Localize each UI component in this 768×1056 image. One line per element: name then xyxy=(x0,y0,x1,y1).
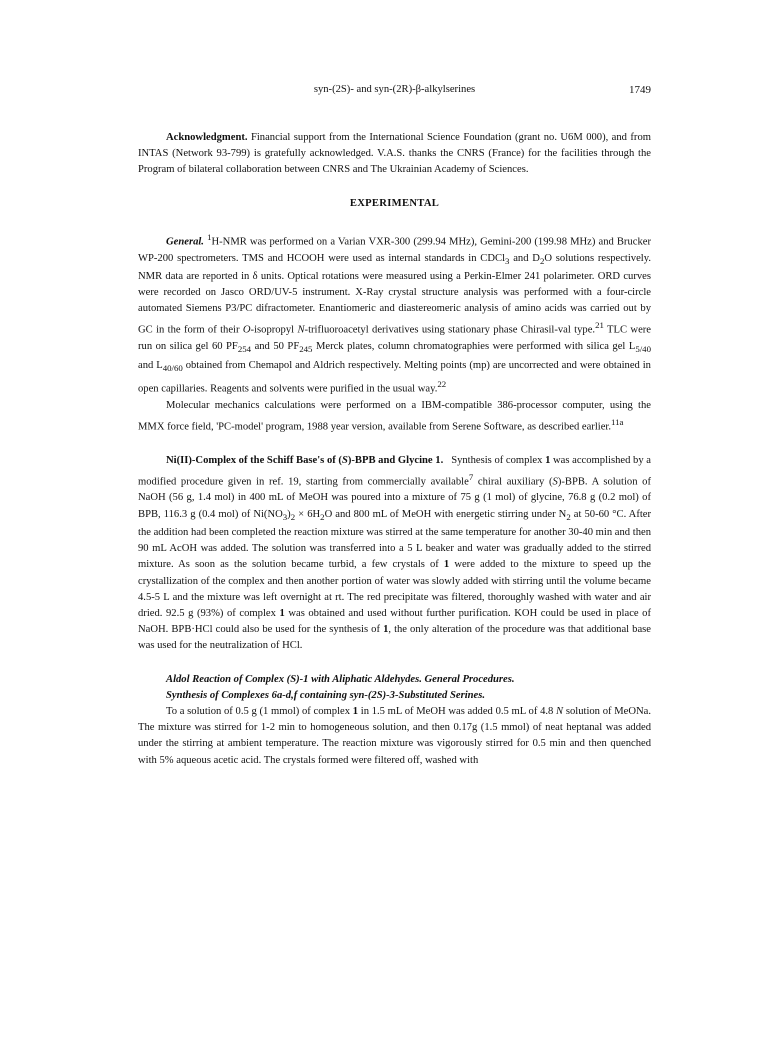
general-italic-n: N xyxy=(297,325,305,336)
general-text-8: Merck plates, column chromatographies were performed with silica gel L xyxy=(312,341,636,353)
general-sup-1: 1 xyxy=(207,231,212,242)
general-text-7: and 50 PF xyxy=(251,341,300,353)
ni-text-6: × 6H xyxy=(295,508,321,520)
ni-text-5: ) xyxy=(287,508,291,520)
general-text-2: and D xyxy=(509,252,540,264)
general-paragraph xyxy=(138,229,651,398)
general-sub-540: 5/40 xyxy=(635,344,652,355)
ni-compound-1d: 1 xyxy=(383,624,389,636)
ni-text-10: was obtained and used without further purification. KOH could be used in place of NaOH. BPB·HCl could also be used for the synthesis of xyxy=(138,607,652,636)
ni-label-a: Ni(II)-Complex of the Schiff Base's of ( xyxy=(166,454,342,466)
aldol-heading-2: Synthesis of Complexes 6a-d,f containing syn-(2S)-3-Substituted Serines. xyxy=(166,689,486,701)
ni-text-9: were added to the mixture to speed up the crystallization of the complex and then another portion of water was slowly added with stirring until the volume became 4.5-5 L and the mixture was left overnight at rt. The red precipitate was filtered, thoroughly washed with water and air dried. 92.5 g (93%) of complex xyxy=(138,559,651,619)
ni-text-7: O and 800 mL of MeOH with energetic stirring under N xyxy=(324,508,567,520)
running-title: syn-(2S)- and syn-(2R)-β-alkylserines xyxy=(313,84,476,95)
ni-label-b: )-BPB and Glycine 1. xyxy=(347,454,444,466)
ni-label-s: S xyxy=(341,454,348,466)
ni-text-4: )-BPB. A solution of NaOH (56 g, 1.4 mol) in 400 mL of MeOH was poured into a mixture of 75 g (1 mol) of glycine, 76.8 g (0.2 mol) of BPB, 116.3 g (0.4 mol) of Ni(NO xyxy=(138,476,652,520)
page-number: 1749 xyxy=(629,84,651,96)
mm-sup-11a: 11a xyxy=(611,416,624,427)
mm-text: Molecular mechanics calculations were performed on a IBM-compatible 386-processor computer, using the MMX force field, 'PC-model' program, 1988 year version, available from Serene Software, as described earlier. xyxy=(138,399,651,433)
aldol-compound-1: 1 xyxy=(352,705,359,717)
experimental-heading: EXPERIMENTAL xyxy=(349,197,440,209)
aldol-paragraph xyxy=(138,704,651,769)
main-content xyxy=(138,130,651,769)
general-sub-254: 254 xyxy=(237,344,252,355)
general-sub-3: 3 xyxy=(505,255,510,266)
acknowledgment-paragraph xyxy=(138,130,651,179)
ni-compound-1a: 1 xyxy=(545,454,551,466)
ni-sub-2a: 2 xyxy=(290,511,296,522)
ni-complex-paragraph xyxy=(138,453,651,655)
ni-compound-1b: 1 xyxy=(443,559,450,571)
aldol-heading-1 xyxy=(138,672,651,688)
general-label: General. xyxy=(166,236,204,248)
page-header xyxy=(138,82,651,98)
ni-italic-s: S xyxy=(552,476,558,488)
ni-sub-3: 3 xyxy=(282,511,288,522)
general-text-1: H-NMR was performed on a Varian VXR-300 (299.94 MHz), Gemini-200 (199.98 MHz) and Brucker WP-200 spectrometers. TMS and HCOOH were used as internal standards in CDCl xyxy=(138,236,651,264)
general-text-6: TLC were run on silica gel 60 PF xyxy=(138,325,652,353)
ni-text-11: , the only alteration of the procedure was that additional base was used for the neutralization of HCl. xyxy=(138,624,652,652)
acknowledgment-text: Financial support from the International Science Foundation (grant no. U6M 000), and from INTAS (Network 93-799) is gratefully acknowledged. V.A.S. thanks the CNRS (France) for the facilities through the Program of bilateral collaboration between CNRS and The Ukrainian Academy of Sciences. xyxy=(138,132,652,176)
general-sup-22: 22 xyxy=(437,378,447,389)
aldol-heading-1s: S xyxy=(290,673,297,685)
ni-text-8: at 50-60 °C. After the addition had been completed the reaction mixture was stirred at the same temperature for another 30-40 min and then 90 mL AcOH was added. The solution was transferred into a 5 L beaker and water was gradually added to the stirred mixture. As soon as the solution became turbid, a few crystals of xyxy=(138,508,652,571)
molecular-mechanics-paragraph xyxy=(138,398,651,436)
general-text-10: obtained from Chemapol and Aldrich respectively. Melting points (mp) are uncorrected and were obtained in open capillaries. Reagents and solvents were purified in the usual way. xyxy=(138,359,651,395)
aldol-text-2: in 1.5 mL of MeOH was added 0.5 mL of 4.8 xyxy=(358,705,557,717)
ni-text-3: chiral auxiliary ( xyxy=(473,476,553,488)
general-sub-2: 2 xyxy=(539,255,545,266)
general-text-3: O solutions respectively. NMR data are reported in δ units. Optical rotations were measured using a Perkin-Elmer 241 polarimeter. ORD curves were recorded on Jasco ORD/UV-5 instrument. X-Ray crystal structure analysis was performed with a four-circle automated Siemens P3/PC difractometer. Enantiomeric and diastereomeric analysis of amino acids was carried out by GC in the form of their xyxy=(138,252,651,336)
ni-sup-7: 7 xyxy=(468,471,474,482)
aldol-heading-1a: Aldol Reaction of Complex ( xyxy=(166,673,291,685)
general-sup-21: 21 xyxy=(595,320,604,331)
general-text-5: -trifluoroacetyl derivatives using stationary phase Chirasil-val type. xyxy=(304,325,596,336)
aldol-italic-n: N xyxy=(556,705,564,717)
general-text-9: and L xyxy=(138,359,163,371)
ni-complex-label xyxy=(166,455,443,466)
general-sub-245: 245 xyxy=(299,344,313,355)
aldol-text-3: solution of MeONa. The mixture was stirred for 1-2 min to homogeneous solution, and then 0.17g (1.5 mmol) of neat heptanal was added under the stirring at ambient temperature. The reaction mixture was vigorously stirred for 0.5 min and then quenched with 5% aqueous acetic acid. The crystals formed were filtered off, washed with xyxy=(138,705,652,766)
general-sub-4060: 40/60 xyxy=(162,362,183,373)
ni-sub-2c: 2 xyxy=(566,511,571,522)
ni-compound-1c: 1 xyxy=(279,607,285,619)
general-text-4: -isopropyl xyxy=(250,325,298,336)
ni-sub-2b: 2 xyxy=(320,511,325,522)
aldol-heading-1b: )-1 with Aliphatic Aldehydes. General Procedures. xyxy=(296,673,515,685)
general-italic-o: O xyxy=(242,325,251,336)
acknowledgment-label: Acknowledgment. xyxy=(166,132,248,143)
ni-text-1: Synthesis of complex xyxy=(451,454,546,466)
aldol-text-1: To a solution of 0.5 g (1 mmol) of complex xyxy=(166,705,353,717)
ni-text-2: was accomplished by a modified procedure given in ref. 19, starting from commercially available xyxy=(138,454,651,488)
